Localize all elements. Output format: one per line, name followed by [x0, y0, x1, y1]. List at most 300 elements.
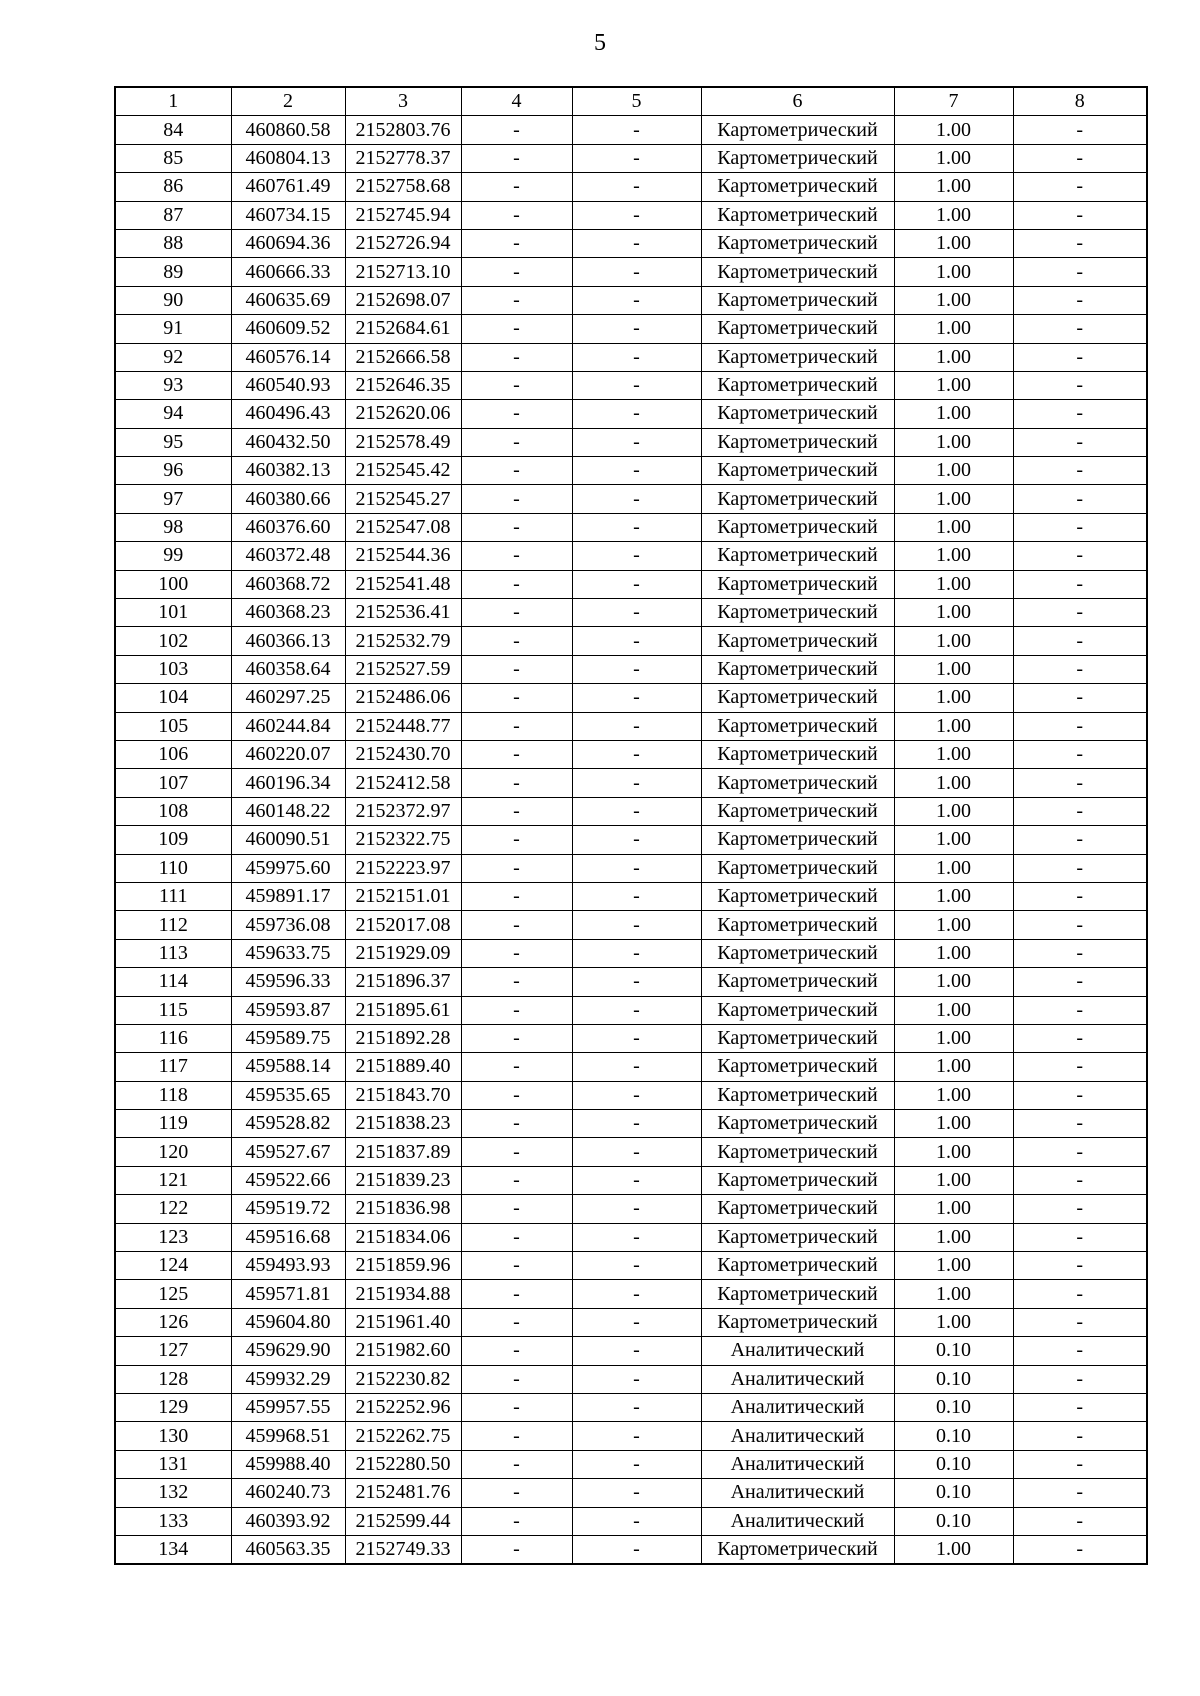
- cell-y-coordinate: 2152778.37: [345, 144, 461, 172]
- cell-col-5: -: [572, 1280, 701, 1308]
- cell-col-5: -: [572, 1393, 701, 1421]
- table-row: [115, 826, 1147, 854]
- cell-accuracy: 1.00: [894, 229, 1013, 257]
- cell-accuracy: 1.00: [894, 826, 1013, 854]
- table-row: [115, 939, 1147, 967]
- cell-accuracy: 0.10: [894, 1422, 1013, 1450]
- cell-accuracy: 1.00: [894, 1053, 1013, 1081]
- cell-col-4: -: [461, 1479, 572, 1507]
- cell-col-8: -: [1013, 513, 1147, 541]
- cell-method: Картометрический: [701, 173, 894, 201]
- cell-x-coordinate: 459535.65: [231, 1081, 345, 1109]
- cell-y-coordinate: 2152541.48: [345, 570, 461, 598]
- cell-point-number: 125: [115, 1280, 231, 1308]
- cell-point-number: 110: [115, 854, 231, 882]
- cell-x-coordinate: 459957.55: [231, 1393, 345, 1421]
- cell-col-4: -: [461, 1365, 572, 1393]
- cell-col-8: -: [1013, 1479, 1147, 1507]
- cell-col-8: -: [1013, 371, 1147, 399]
- cell-accuracy: 1.00: [894, 343, 1013, 371]
- cell-col-4: -: [461, 343, 572, 371]
- cell-x-coordinate: 459604.80: [231, 1308, 345, 1336]
- cell-col-4: -: [461, 371, 572, 399]
- cell-y-coordinate: 2152536.41: [345, 599, 461, 627]
- cell-x-coordinate: 460576.14: [231, 343, 345, 371]
- table-row: [115, 599, 1147, 627]
- cell-col-4: -: [461, 627, 572, 655]
- cell-x-coordinate: 460496.43: [231, 400, 345, 428]
- cell-x-coordinate: 459633.75: [231, 939, 345, 967]
- cell-y-coordinate: 2151843.70: [345, 1081, 461, 1109]
- cell-x-coordinate: 460244.84: [231, 712, 345, 740]
- cell-method: Аналитический: [701, 1479, 894, 1507]
- cell-accuracy: 1.00: [894, 1110, 1013, 1138]
- cell-accuracy: 1.00: [894, 542, 1013, 570]
- cell-accuracy: 1.00: [894, 457, 1013, 485]
- cell-col-4: -: [461, 1337, 572, 1365]
- cell-col-8: -: [1013, 1450, 1147, 1478]
- cell-x-coordinate: 459891.17: [231, 882, 345, 910]
- cell-col-8: -: [1013, 1337, 1147, 1365]
- cell-col-5: -: [572, 854, 701, 882]
- cell-col-4: -: [461, 1110, 572, 1138]
- cell-accuracy: 1.00: [894, 854, 1013, 882]
- cell-col-8: -: [1013, 854, 1147, 882]
- cell-col-5: -: [572, 826, 701, 854]
- cell-col-5: -: [572, 599, 701, 627]
- cell-x-coordinate: 460734.15: [231, 201, 345, 229]
- cell-point-number: 104: [115, 684, 231, 712]
- cell-col-8: -: [1013, 116, 1147, 144]
- cell-col-5: -: [572, 258, 701, 286]
- cell-col-4: -: [461, 1280, 572, 1308]
- cell-x-coordinate: 460366.13: [231, 627, 345, 655]
- cell-y-coordinate: 2151859.96: [345, 1252, 461, 1280]
- table-row: [115, 116, 1147, 144]
- table-row: [115, 1393, 1147, 1421]
- cell-point-number: 89: [115, 258, 231, 286]
- cell-x-coordinate: 459571.81: [231, 1280, 345, 1308]
- cell-col-5: -: [572, 769, 701, 797]
- cell-method: Картометрический: [701, 371, 894, 399]
- table-row: [115, 258, 1147, 286]
- cell-col-5: -: [572, 1337, 701, 1365]
- cell-col-8: -: [1013, 485, 1147, 513]
- cell-x-coordinate: 459522.66: [231, 1166, 345, 1194]
- cell-accuracy: 1.00: [894, 996, 1013, 1024]
- cell-method: Картометрический: [701, 570, 894, 598]
- cell-col-4: -: [461, 485, 572, 513]
- cell-y-coordinate: 2152262.75: [345, 1422, 461, 1450]
- cell-point-number: 108: [115, 797, 231, 825]
- cell-col-4: -: [461, 116, 572, 144]
- cell-accuracy: 1.00: [894, 173, 1013, 201]
- cell-method: Картометрический: [701, 1280, 894, 1308]
- cell-x-coordinate: 459975.60: [231, 854, 345, 882]
- cell-accuracy: 1.00: [894, 599, 1013, 627]
- cell-x-coordinate: 460380.66: [231, 485, 345, 513]
- cell-col-4: -: [461, 229, 572, 257]
- cell-accuracy: 1.00: [894, 968, 1013, 996]
- cell-y-coordinate: 2151892.28: [345, 1024, 461, 1052]
- cell-col-4: -: [461, 1195, 572, 1223]
- column-header-7: 7: [894, 87, 1013, 116]
- cell-col-5: -: [572, 1422, 701, 1450]
- cell-method: Картометрический: [701, 457, 894, 485]
- cell-x-coordinate: 460368.72: [231, 570, 345, 598]
- cell-col-4: -: [461, 428, 572, 456]
- cell-accuracy: 1.00: [894, 911, 1013, 939]
- cell-point-number: 99: [115, 542, 231, 570]
- cell-y-coordinate: 2151839.23: [345, 1166, 461, 1194]
- cell-col-4: -: [461, 882, 572, 910]
- table-row: [115, 882, 1147, 910]
- cell-y-coordinate: 2151836.98: [345, 1195, 461, 1223]
- table-row: [115, 1308, 1147, 1336]
- cell-y-coordinate: 2152151.01: [345, 882, 461, 910]
- cell-method: Картометрический: [701, 627, 894, 655]
- cell-accuracy: 1.00: [894, 712, 1013, 740]
- cell-col-4: -: [461, 911, 572, 939]
- cell-x-coordinate: 460540.93: [231, 371, 345, 399]
- cell-method: Картометрический: [701, 599, 894, 627]
- cell-method: Картометрический: [701, 286, 894, 314]
- cell-accuracy: 0.10: [894, 1365, 1013, 1393]
- cell-col-5: -: [572, 201, 701, 229]
- table-row: [115, 201, 1147, 229]
- table-row: [115, 457, 1147, 485]
- cell-y-coordinate: 2151982.60: [345, 1337, 461, 1365]
- cell-col-8: -: [1013, 542, 1147, 570]
- cell-col-4: -: [461, 1507, 572, 1535]
- table-row: [115, 968, 1147, 996]
- cell-x-coordinate: 460860.58: [231, 116, 345, 144]
- cell-col-8: -: [1013, 1365, 1147, 1393]
- cell-method: Картометрический: [701, 1138, 894, 1166]
- cell-method: Картометрический: [701, 1166, 894, 1194]
- cell-point-number: 96: [115, 457, 231, 485]
- cell-accuracy: 1.00: [894, 1280, 1013, 1308]
- cell-point-number: 100: [115, 570, 231, 598]
- cell-y-coordinate: 2152599.44: [345, 1507, 461, 1535]
- cell-accuracy: 1.00: [894, 513, 1013, 541]
- cell-x-coordinate: 460694.36: [231, 229, 345, 257]
- cell-accuracy: 0.10: [894, 1450, 1013, 1478]
- cell-y-coordinate: 2152322.75: [345, 826, 461, 854]
- cell-point-number: 85: [115, 144, 231, 172]
- cell-y-coordinate: 2152547.08: [345, 513, 461, 541]
- cell-point-number: 86: [115, 173, 231, 201]
- cell-point-number: 134: [115, 1535, 231, 1564]
- table-row: [115, 1337, 1147, 1365]
- cell-col-5: -: [572, 1024, 701, 1052]
- cell-col-8: -: [1013, 1393, 1147, 1421]
- cell-point-number: 126: [115, 1308, 231, 1336]
- cell-y-coordinate: 2152745.94: [345, 201, 461, 229]
- table-row: [115, 854, 1147, 882]
- page-number: 5: [594, 30, 606, 56]
- cell-col-8: -: [1013, 627, 1147, 655]
- cell-col-5: -: [572, 428, 701, 456]
- table-row: [115, 1138, 1147, 1166]
- cell-col-8: -: [1013, 939, 1147, 967]
- cell-point-number: 114: [115, 968, 231, 996]
- cell-point-number: 97: [115, 485, 231, 513]
- cell-col-4: -: [461, 599, 572, 627]
- cell-accuracy: 1.00: [894, 400, 1013, 428]
- cell-y-coordinate: 2151896.37: [345, 968, 461, 996]
- cell-point-number: 130: [115, 1422, 231, 1450]
- cell-point-number: 119: [115, 1110, 231, 1138]
- cell-y-coordinate: 2152578.49: [345, 428, 461, 456]
- column-header-8: 8: [1013, 87, 1147, 116]
- cell-y-coordinate: 2151837.89: [345, 1138, 461, 1166]
- cell-accuracy: 1.00: [894, 882, 1013, 910]
- column-header-3: 3: [345, 87, 461, 116]
- cell-col-8: -: [1013, 1053, 1147, 1081]
- cell-method: Аналитический: [701, 1422, 894, 1450]
- cell-point-number: 116: [115, 1024, 231, 1052]
- cell-point-number: 117: [115, 1053, 231, 1081]
- cell-col-5: -: [572, 1479, 701, 1507]
- cell-col-8: -: [1013, 1110, 1147, 1138]
- cell-point-number: 107: [115, 769, 231, 797]
- cell-point-number: 84: [115, 116, 231, 144]
- cell-point-number: 128: [115, 1365, 231, 1393]
- cell-col-8: -: [1013, 286, 1147, 314]
- cell-accuracy: 1.00: [894, 939, 1013, 967]
- cell-x-coordinate: 460148.22: [231, 797, 345, 825]
- cell-col-4: -: [461, 797, 572, 825]
- cell-col-5: -: [572, 1223, 701, 1251]
- cell-accuracy: 0.10: [894, 1337, 1013, 1365]
- cell-point-number: 101: [115, 599, 231, 627]
- cell-accuracy: 1.00: [894, 428, 1013, 456]
- table-header-row: [115, 87, 1147, 116]
- cell-point-number: 122: [115, 1195, 231, 1223]
- table-row: [115, 1450, 1147, 1478]
- cell-col-4: -: [461, 712, 572, 740]
- table-row: [115, 570, 1147, 598]
- cell-col-5: -: [572, 542, 701, 570]
- cell-col-4: -: [461, 1138, 572, 1166]
- cell-x-coordinate: 459629.90: [231, 1337, 345, 1365]
- cell-method: Картометрический: [701, 1024, 894, 1052]
- cell-col-5: -: [572, 684, 701, 712]
- cell-point-number: 118: [115, 1081, 231, 1109]
- cell-col-8: -: [1013, 911, 1147, 939]
- cell-y-coordinate: 2152252.96: [345, 1393, 461, 1421]
- table-row: [115, 485, 1147, 513]
- table-row: [115, 797, 1147, 825]
- cell-col-4: -: [461, 201, 572, 229]
- cell-y-coordinate: 2152280.50: [345, 1450, 461, 1478]
- cell-point-number: 111: [115, 882, 231, 910]
- cell-col-8: -: [1013, 1024, 1147, 1052]
- cell-x-coordinate: 460432.50: [231, 428, 345, 456]
- cell-y-coordinate: 2152527.59: [345, 655, 461, 683]
- cell-method: Картометрический: [701, 1195, 894, 1223]
- cell-col-8: -: [1013, 599, 1147, 627]
- cell-col-8: -: [1013, 1195, 1147, 1223]
- table-row: [115, 740, 1147, 768]
- cell-col-8: -: [1013, 1280, 1147, 1308]
- cell-point-number: 88: [115, 229, 231, 257]
- cell-x-coordinate: 460358.64: [231, 655, 345, 683]
- table-row: [115, 1507, 1147, 1535]
- cell-col-8: -: [1013, 201, 1147, 229]
- cell-col-8: -: [1013, 173, 1147, 201]
- cell-point-number: 113: [115, 939, 231, 967]
- cell-method: Картометрический: [701, 1110, 894, 1138]
- cell-col-8: -: [1013, 996, 1147, 1024]
- table-row: [115, 1365, 1147, 1393]
- cell-point-number: 105: [115, 712, 231, 740]
- cell-x-coordinate: 459493.93: [231, 1252, 345, 1280]
- cell-col-4: -: [461, 1393, 572, 1421]
- cell-x-coordinate: 459596.33: [231, 968, 345, 996]
- cell-y-coordinate: 2152749.33: [345, 1535, 461, 1564]
- cell-method: Картометрический: [701, 655, 894, 683]
- table-row: [115, 1195, 1147, 1223]
- cell-col-4: -: [461, 939, 572, 967]
- cell-point-number: 90: [115, 286, 231, 314]
- cell-y-coordinate: 2151834.06: [345, 1223, 461, 1251]
- cell-accuracy: 1.00: [894, 1252, 1013, 1280]
- cell-x-coordinate: 459519.72: [231, 1195, 345, 1223]
- cell-x-coordinate: 460297.25: [231, 684, 345, 712]
- cell-col-4: -: [461, 1024, 572, 1052]
- cell-col-8: -: [1013, 144, 1147, 172]
- cell-x-coordinate: 459968.51: [231, 1422, 345, 1450]
- cell-accuracy: 1.00: [894, 315, 1013, 343]
- coordinates-table: [114, 86, 1148, 1565]
- cell-col-8: -: [1013, 1507, 1147, 1535]
- cell-y-coordinate: 2152666.58: [345, 343, 461, 371]
- cell-method: Картометрический: [701, 485, 894, 513]
- cell-point-number: 95: [115, 428, 231, 456]
- cell-method: Картометрический: [701, 1252, 894, 1280]
- cell-col-5: -: [572, 740, 701, 768]
- cell-y-coordinate: 2152448.77: [345, 712, 461, 740]
- table-row: [115, 229, 1147, 257]
- cell-col-8: -: [1013, 1308, 1147, 1336]
- table-row: [115, 712, 1147, 740]
- cell-method: Аналитический: [701, 1337, 894, 1365]
- table-row: [115, 911, 1147, 939]
- cell-y-coordinate: 2152486.06: [345, 684, 461, 712]
- cell-col-5: -: [572, 1053, 701, 1081]
- table-row: [115, 144, 1147, 172]
- table-row: [115, 1535, 1147, 1564]
- cell-x-coordinate: 460376.60: [231, 513, 345, 541]
- cell-col-4: -: [461, 1422, 572, 1450]
- cell-accuracy: 1.00: [894, 1535, 1013, 1564]
- cell-method: Картометрический: [701, 1308, 894, 1336]
- cell-col-5: -: [572, 911, 701, 939]
- cell-col-5: -: [572, 1308, 701, 1336]
- cell-col-5: -: [572, 173, 701, 201]
- cell-x-coordinate: 459527.67: [231, 1138, 345, 1166]
- cell-y-coordinate: 2152544.36: [345, 542, 461, 570]
- cell-col-5: -: [572, 968, 701, 996]
- cell-col-5: -: [572, 1138, 701, 1166]
- cell-point-number: 93: [115, 371, 231, 399]
- table-body: [115, 116, 1147, 1564]
- cell-col-8: -: [1013, 655, 1147, 683]
- cell-col-5: -: [572, 655, 701, 683]
- cell-accuracy: 1.00: [894, 1195, 1013, 1223]
- cell-accuracy: 0.10: [894, 1479, 1013, 1507]
- cell-point-number: 106: [115, 740, 231, 768]
- cell-point-number: 94: [115, 400, 231, 428]
- cell-x-coordinate: 459988.40: [231, 1450, 345, 1478]
- table-row: [115, 1479, 1147, 1507]
- cell-method: Картометрический: [701, 542, 894, 570]
- cell-col-5: -: [572, 1450, 701, 1478]
- table-row: [115, 1053, 1147, 1081]
- cell-col-5: -: [572, 1081, 701, 1109]
- cell-x-coordinate: 459528.82: [231, 1110, 345, 1138]
- cell-col-8: -: [1013, 684, 1147, 712]
- cell-x-coordinate: 460635.69: [231, 286, 345, 314]
- cell-accuracy: 1.00: [894, 201, 1013, 229]
- cell-col-8: -: [1013, 826, 1147, 854]
- cell-method: Картометрический: [701, 882, 894, 910]
- cell-method: Картометрический: [701, 684, 894, 712]
- cell-col-5: -: [572, 996, 701, 1024]
- table-row: [115, 1166, 1147, 1194]
- table-row: [115, 1223, 1147, 1251]
- cell-col-4: -: [461, 1308, 572, 1336]
- cell-y-coordinate: 2152545.42: [345, 457, 461, 485]
- cell-point-number: 103: [115, 655, 231, 683]
- cell-x-coordinate: 460761.49: [231, 173, 345, 201]
- cell-accuracy: 1.00: [894, 144, 1013, 172]
- cell-col-5: -: [572, 939, 701, 967]
- table-row: [115, 627, 1147, 655]
- cell-y-coordinate: 2152481.76: [345, 1479, 461, 1507]
- cell-y-coordinate: 2152430.70: [345, 740, 461, 768]
- cell-col-8: -: [1013, 1535, 1147, 1564]
- cell-method: Картометрический: [701, 996, 894, 1024]
- cell-col-8: -: [1013, 740, 1147, 768]
- cell-y-coordinate: 2152017.08: [345, 911, 461, 939]
- cell-method: Картометрический: [701, 939, 894, 967]
- cell-method: Картометрический: [701, 1535, 894, 1564]
- cell-col-5: -: [572, 116, 701, 144]
- cell-y-coordinate: 2152230.82: [345, 1365, 461, 1393]
- cell-col-8: -: [1013, 1138, 1147, 1166]
- cell-x-coordinate: 460666.33: [231, 258, 345, 286]
- cell-x-coordinate: 460368.23: [231, 599, 345, 627]
- table-row: [115, 315, 1147, 343]
- cell-y-coordinate: 2152726.94: [345, 229, 461, 257]
- cell-col-4: -: [461, 542, 572, 570]
- cell-col-8: -: [1013, 1252, 1147, 1280]
- table-row: [115, 996, 1147, 1024]
- cell-col-5: -: [572, 570, 701, 598]
- cell-col-4: -: [461, 1166, 572, 1194]
- column-header-6: 6: [701, 87, 894, 116]
- table-row: [115, 1422, 1147, 1450]
- cell-col-4: -: [461, 1081, 572, 1109]
- cell-method: Аналитический: [701, 1365, 894, 1393]
- cell-col-5: -: [572, 712, 701, 740]
- cell-method: Картометрический: [701, 1081, 894, 1109]
- table-row: [115, 1252, 1147, 1280]
- cell-y-coordinate: 2152620.06: [345, 400, 461, 428]
